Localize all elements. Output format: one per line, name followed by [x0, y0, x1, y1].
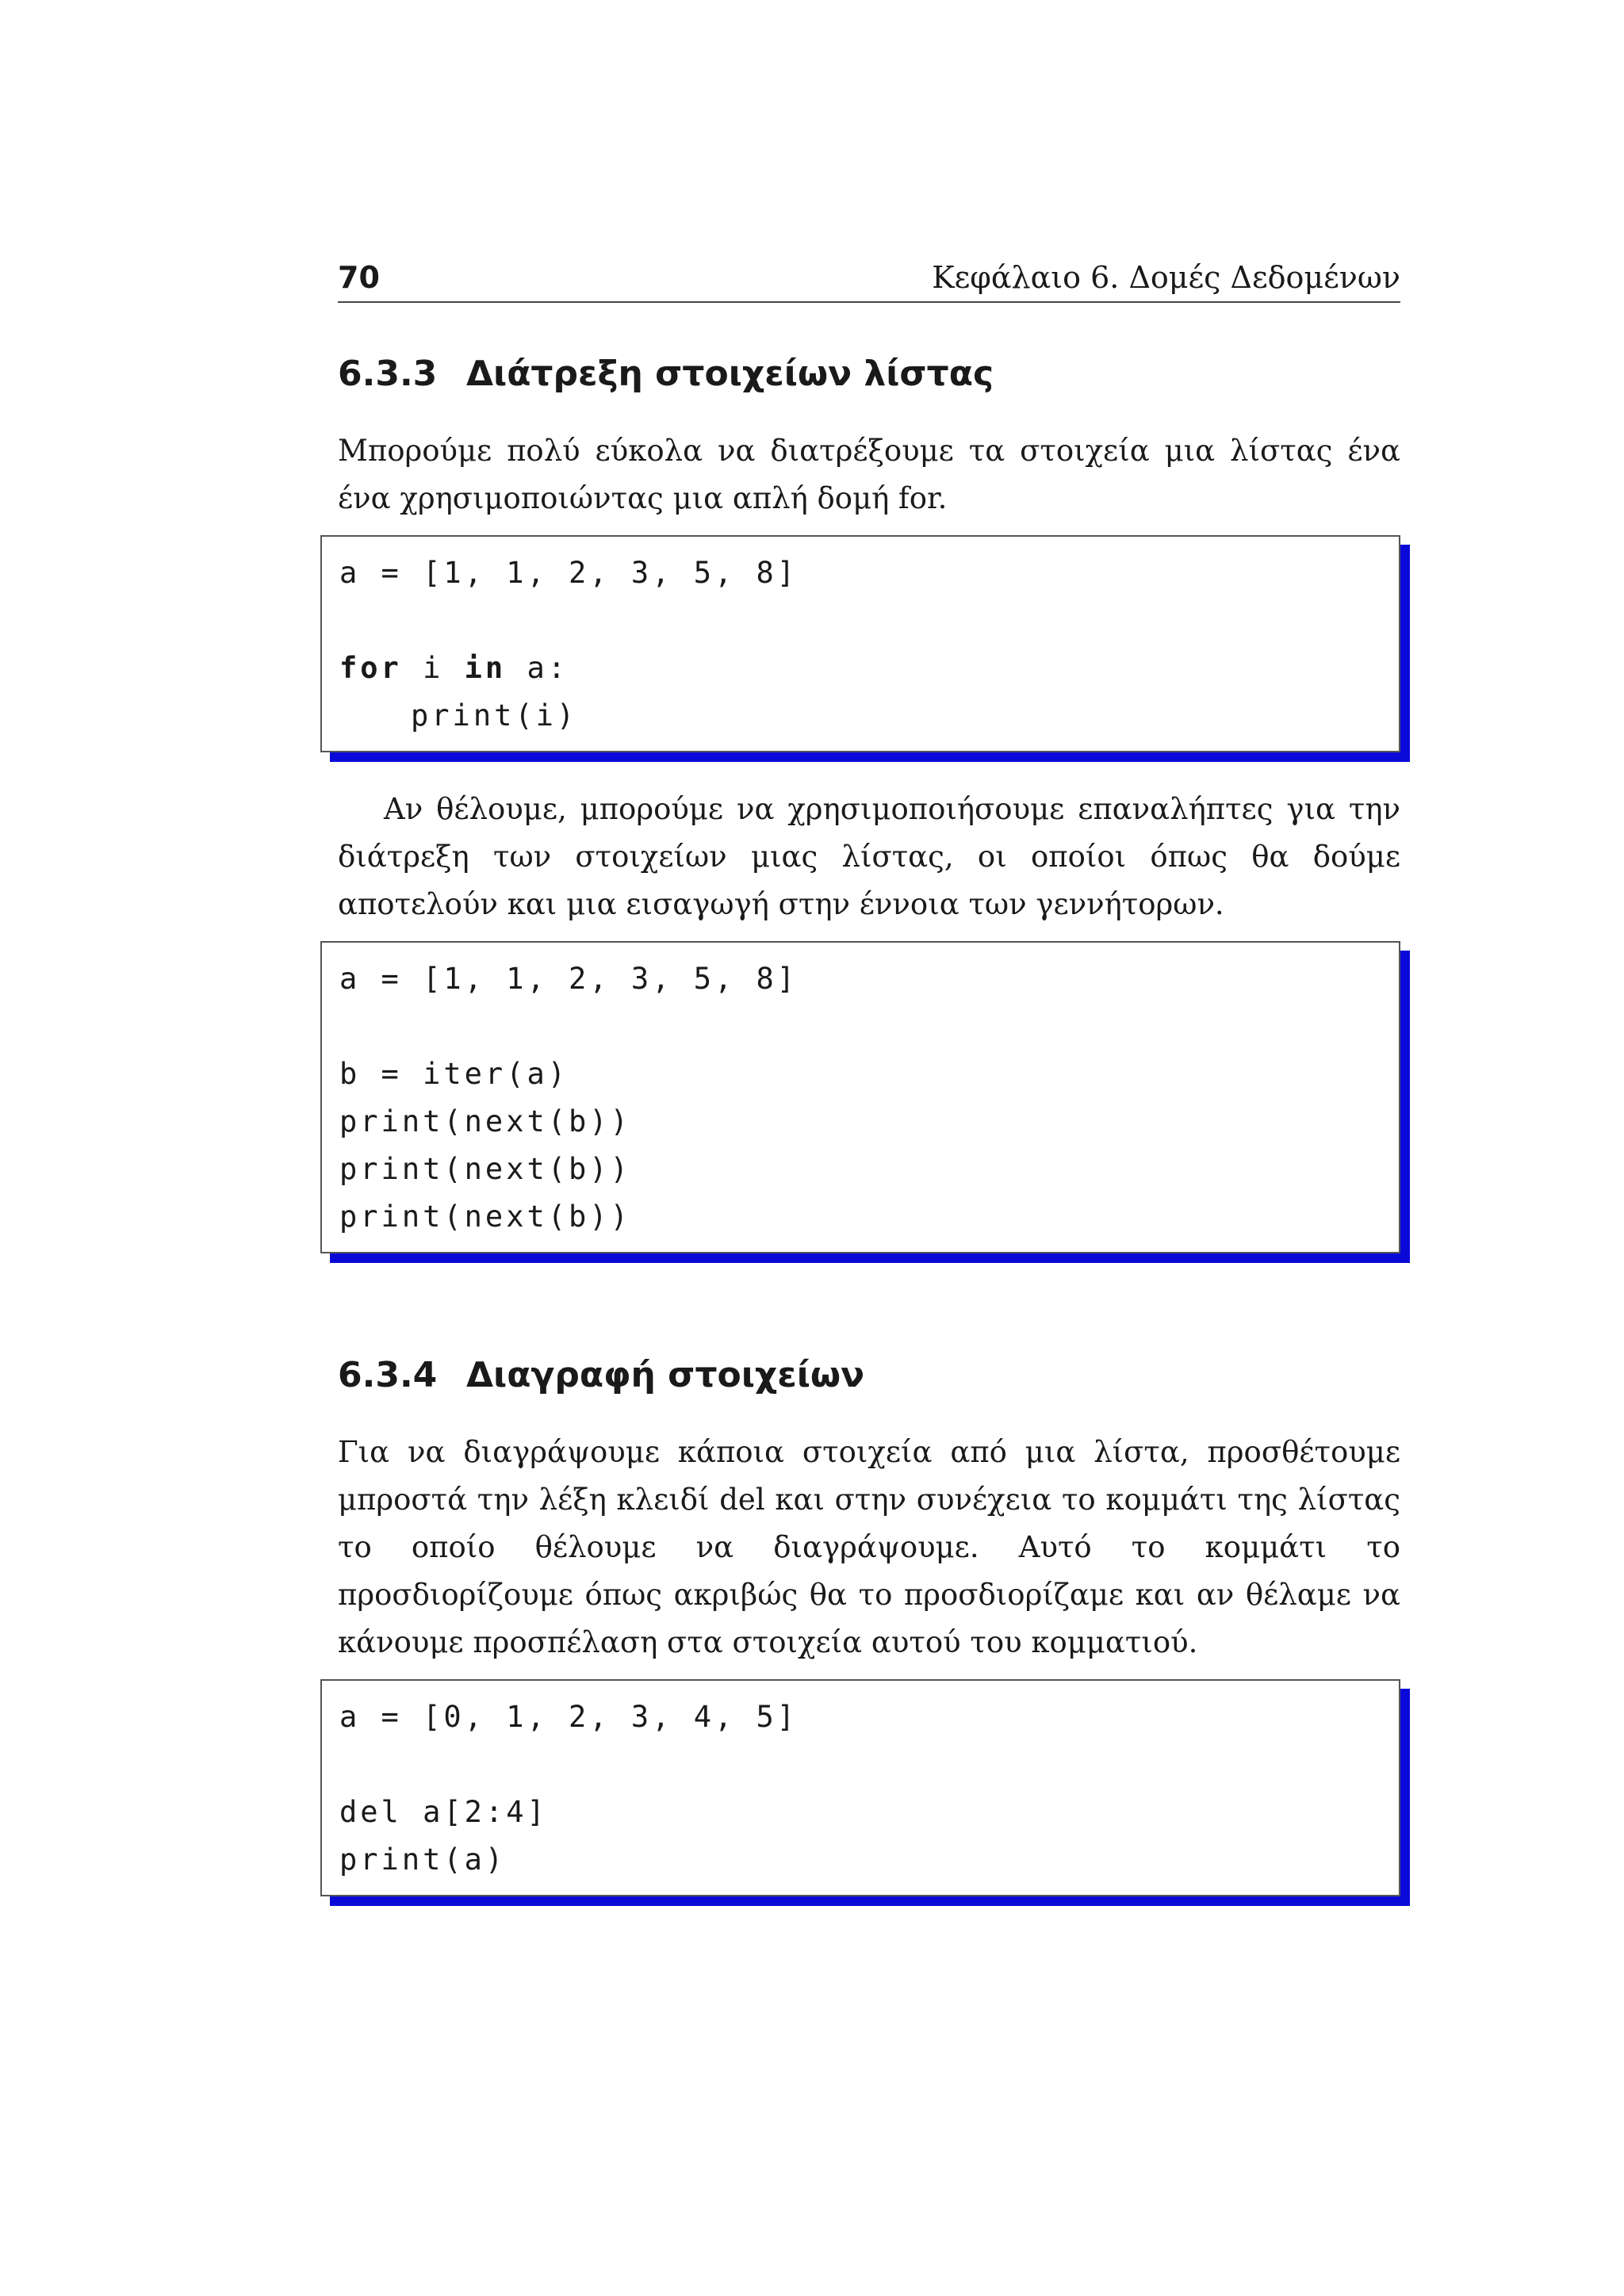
code-line: del a[2:4]	[339, 1795, 548, 1829]
code-token: a:	[506, 651, 569, 685]
keyword-for: for	[339, 651, 402, 685]
paragraph-delete-intro: Για να διαγράψουμε κάποια στοιχεία από μια λίστα, προσθέτουμε μπροστά την λέξη κλειδί del και στην συνέχεια το κομμάτι της λίστας το οποίο θέλουμε να διαγράψουμε. Αυτό το κομμάτι το προσδιορίζουμε όπως ακριβώς θα το προσδιορίζαμε και αν θέλαμε να κάνουμε προσπέλαση στα στοιχεία αυτού του κομματιού.	[338, 1435, 1400, 1659]
code-block-for-loop	[320, 535, 1400, 752]
code-line: a = [1, 1, 2, 3, 5, 8]	[339, 962, 799, 996]
paragraph-iterators: Αν θέλουμε, μπορούμε να χρησιμοποιήσουμε επαναλήπτες για την διάτρεξη των στοιχείων μιας λίστας, οι οποίοι όπως θα δούμε αποτελούν και μια εισαγωγή στην έννοια των γεννήτορων.	[338, 792, 1400, 921]
code-line: print(next(b))	[339, 1152, 631, 1186]
code-line: a = [0, 1, 2, 3, 4, 5]	[339, 1700, 799, 1734]
code-blank-line	[339, 597, 1399, 645]
code-line: print(i)	[411, 698, 578, 733]
page-number: 70	[338, 260, 380, 295]
code-line: print(next(b))	[339, 1104, 631, 1138]
code-line: print(a)	[339, 1843, 507, 1877]
section-heading-6-3-4	[338, 1355, 1400, 1395]
code-line: a = [1, 1, 2, 3, 5, 8]	[339, 556, 799, 590]
code-line: print(next(b))	[339, 1200, 631, 1234]
keyword-in: in	[464, 651, 507, 685]
section-title: Διαγραφή στοιχείων	[466, 1355, 865, 1395]
running-title: Κεφάλαιο 6. Δομές Δεδομένων	[932, 260, 1400, 295]
section-number: 6.3.3	[338, 354, 438, 394]
section-number: 6.3.4	[338, 1355, 438, 1395]
code-line	[339, 645, 1399, 692]
code-block-iterator	[320, 941, 1400, 1253]
section-title: Διάτρεξη στοιχείων λίστας	[466, 354, 994, 394]
code-block-del	[320, 1679, 1400, 1896]
section-heading-6-3-3	[338, 354, 1400, 394]
code-blank-line	[339, 1741, 1399, 1789]
document-page	[338, 254, 1400, 1896]
paragraph-iteration-intro: Μπορούμε πολύ εύκολα να διατρέξουμε τα στοιχεία μια λίστας ένα ένα χρησιμοποιώντας μια απλή δομή for.	[338, 434, 1400, 515]
code-blank-line	[339, 1003, 1399, 1050]
code-line: b = iter(a)	[339, 1057, 569, 1091]
code-token: i	[401, 651, 465, 685]
running-header	[338, 254, 1400, 303]
